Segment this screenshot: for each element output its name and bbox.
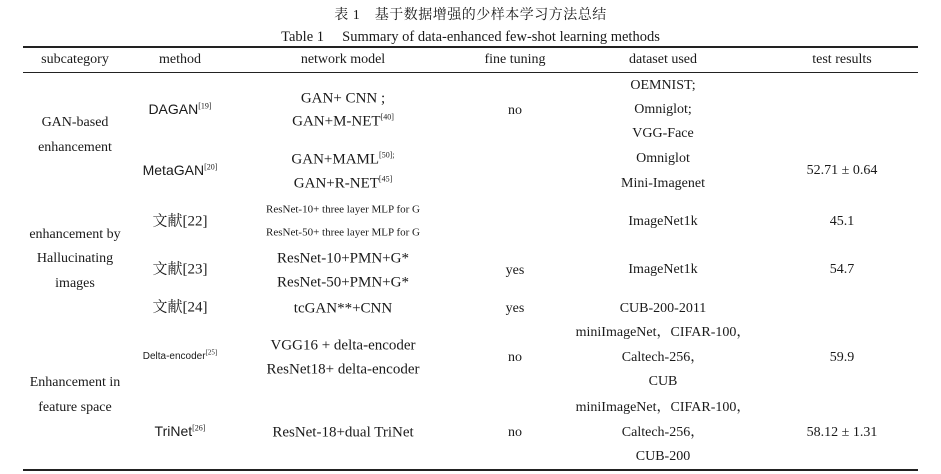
subcategory-gan-line2: enhancement (38, 140, 112, 155)
header-rule (23, 72, 918, 73)
top-rule (23, 46, 918, 48)
dataset-line: CUB-200 (635, 449, 691, 464)
header-fine-tuning: fine tuning (484, 52, 546, 67)
method-name: MetaGAN (142, 162, 205, 178)
network-ref: [40] (380, 112, 394, 122)
result-cell: 52.71 ± 0.64 (806, 163, 878, 178)
bottom-rule (23, 469, 918, 471)
method-ref: [26] (192, 423, 206, 433)
dataset-line: OEMNIST; (630, 78, 696, 93)
dataset-line: CUB-200-2011 (619, 301, 707, 316)
subcategory-hallu-line3: images (55, 276, 95, 291)
result-cell: 59.9 (829, 350, 855, 365)
header-network-model: network model (300, 52, 386, 67)
result-cell: 45.1 (829, 214, 855, 229)
network-line: ResNet18+ delta-encoder (266, 361, 420, 378)
method-name: TriNet (154, 423, 193, 439)
network-line: GAN+R-NET[45] (293, 174, 393, 192)
network-line: ResNet-10+ three layer MLP for G (266, 203, 420, 216)
header-subcategory: subcategory (41, 52, 109, 67)
table-caption-english: Table 1 Summary of data-enhanced few-shot learning methods (281, 29, 660, 45)
header-test-results: test results (812, 52, 872, 67)
result-cell: 54.7 (829, 262, 855, 277)
network-line: GAN+ CNN ; (300, 90, 386, 107)
dataset-line: CUB (648, 374, 678, 389)
network-line: ResNet-50+ three layer MLP for G (266, 226, 420, 239)
fine-tuning-cell: no (508, 350, 522, 365)
header-dataset-used: dataset used (628, 52, 698, 67)
table-caption-chinese: 表 1 基于数据增强的少样本学习方法总结 (334, 8, 607, 23)
fine-tuning-cell: yes (505, 263, 525, 278)
subcategory-feature-line1: Enhancement in (29, 375, 121, 390)
method-ref: [19] (198, 101, 212, 111)
dataset-line: miniImageNet，CIFAR-100， (575, 400, 751, 415)
result-cell: 58.12 ± 1.31 (806, 425, 878, 440)
dataset-line: ImageNet1k (628, 214, 698, 229)
method-cell (148, 102, 211, 118)
method-ref: [25] (205, 348, 218, 357)
subcategory-hallu-line2: Hallucinating (36, 251, 114, 266)
network-ref: [50]; (379, 150, 395, 160)
method-cell: 文献[23] (152, 261, 208, 278)
subcategory-hallu-line1: enhancement by (29, 227, 121, 242)
header-method: method (159, 52, 201, 67)
network-line: $GAN+MAML^{[50];}$ (291, 150, 395, 168)
dataset-line: Omniglot (636, 151, 690, 166)
dataset-line: Caltech-256， (621, 425, 705, 440)
method-ref: [20] (204, 162, 218, 172)
network-line: VGG16 + delta-encoder (270, 337, 416, 354)
subcategory-feature-line2: feature space (38, 400, 112, 415)
network-line: GAN+M-NET[40] (292, 112, 394, 130)
network-line: ResNet-10+PMN+G* (277, 250, 409, 267)
fine-tuning-cell: no (508, 103, 522, 118)
dataset-line: Omniglot; (634, 102, 692, 117)
network-line: ResNet-50+PMN+G* (277, 274, 409, 291)
network-line: ResNet-18+dual TriNet (272, 424, 414, 441)
subcategory-gan-line1: GAN-based (41, 115, 109, 130)
dataset-line: ImageNet1k (628, 262, 698, 277)
method-cell: 文献[22] (152, 213, 208, 230)
method-cell (143, 163, 218, 179)
dataset-line: Caltech-256， (621, 350, 705, 365)
network-line: tcGAN**+CNN (293, 300, 393, 317)
method-cell: 文献[24] (152, 299, 208, 316)
dataset-line: Mini-Imagenet (621, 176, 705, 191)
method-cell (142, 348, 218, 362)
method-cell (155, 424, 206, 440)
method-name: DAGAN (148, 101, 199, 117)
dataset-line: miniImageNet，CIFAR-100， (575, 325, 751, 340)
fine-tuning-cell: yes (505, 301, 525, 316)
dataset-line: VGG-Face (632, 126, 694, 141)
fine-tuning-cell: no (508, 425, 522, 440)
method-name: Delta-encoder (142, 351, 206, 362)
network-ref: [45] (378, 174, 393, 184)
